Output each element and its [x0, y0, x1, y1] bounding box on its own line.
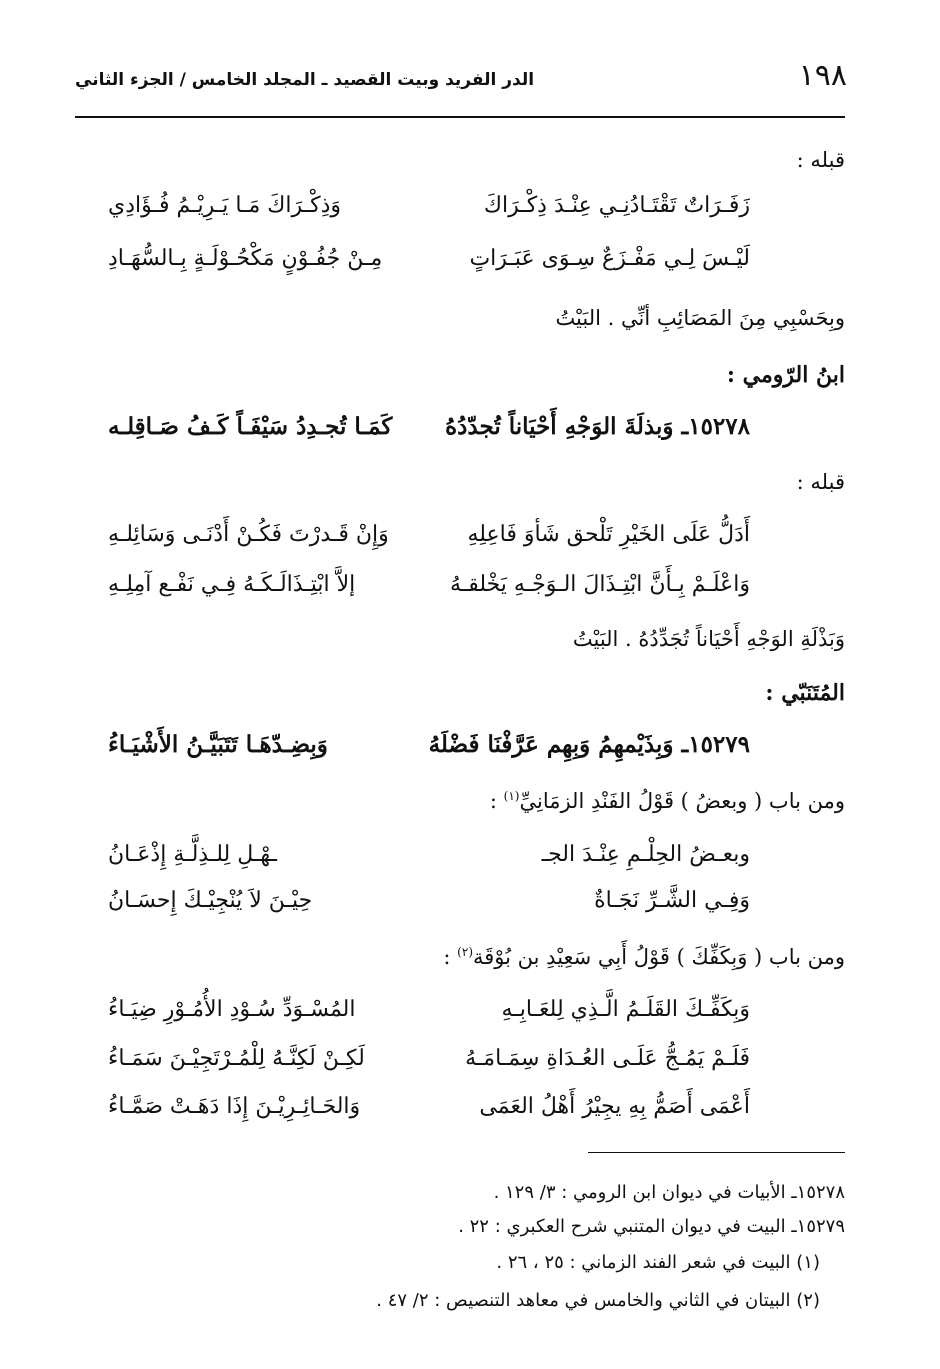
- verse-second-hemistich: وَذِكْـرَاكَ مَـا يَـرِيْـمُ فُـؤَادِي: [108, 193, 342, 218]
- verse-first-hemistich: وَبِكَفِّـكَ القَلَـمُ الَّـذِي لِلعَـابِـهِ: [501, 997, 750, 1022]
- page-number: ١٩٨: [798, 58, 847, 93]
- verse-first-hemistich: لَيْـسَ لِـي مَفْـزَعٌ سِـوَى عَبَـرَاتٍ: [469, 246, 750, 271]
- verse-line: [0, 246, 845, 286]
- verse-first-hemistich: أَعْمَى أَصَمُّ بِهِ يجِيْرُ أَهْلُ العَمَى: [479, 1094, 750, 1119]
- section-label: قبله :: [796, 148, 845, 172]
- verse-second-hemistich: ـهْـلِ لِلـذِلَّـةِ إِذْعَـانُ: [108, 842, 277, 867]
- colon: :: [443, 945, 458, 969]
- chapter-intro-text: ومن باب ( وَبِكَفِّكَ ) قَوْلُ أَبِي سَعِيْدِ بن بُوْقَة: [473, 945, 845, 969]
- chapter-intro: [443, 945, 845, 969]
- verse-first-hemistich: وَاعْلَـمْ بِـأَنَّ ابْتِـذَالَ الـوَجْـهِ يَخْلقـهُ: [449, 572, 750, 597]
- verse-first-hemistich: أَدَلُّ عَلَى الخَيْرِ تَلْحق شَأوَ فَاعِلِهِ: [467, 522, 750, 547]
- verse-first-hemistich: ١٥٢٧٩ـ وَبِذَيْمهِمُ وَبِهِم عَرَّفْنَا فَضْلَهُ: [428, 731, 750, 758]
- footnote-divider: [588, 1152, 845, 1153]
- main-verse: [0, 731, 845, 771]
- poet-name: المُتَنَبّي :: [765, 680, 845, 706]
- chapter-intro: [490, 789, 845, 813]
- verse-line: [0, 193, 845, 233]
- footnote: ١٥٢٧٩ـ البيت في ديوان المتنبي شرح العكبري : ٢٢ .: [458, 1216, 845, 1237]
- verse-second-hemistich: حِيْـنَ لاَ يُنْجِيْـكَ إِحسَـانُ: [108, 888, 313, 913]
- header-divider: [75, 116, 845, 118]
- verse-second-hemistich: مِـنْ جُفُـوْنٍ مَكْحُـوْلَـةٍ بِـالسُّهَـادِ: [108, 246, 383, 271]
- footnote: (٢) البيتان في الثاني والخامس في معاهد التنصيص : ٢/ ٤٧ .: [376, 1290, 820, 1311]
- verse-second-hemistich: وَإِنْ قَـدرْتَ فَكُـنْ أَدْنَـى وَسَائِلـهِ: [108, 522, 389, 547]
- verse-second-hemistich: كَمَـا تُجـدِدُ سَيْفَـاً كَـفُ صَـاقِلـه: [108, 413, 393, 440]
- verse-line: [0, 1046, 845, 1086]
- verse-second-hemistich: لَكِـنْ لَكِنَّـهُ لِلْمُـرْتَجِيْـنَ سَمَـاءُ: [108, 1046, 365, 1071]
- running-header: الدر الفريد وبيت القصيد ـ المجلد الخامس / الجزء الثاني: [75, 70, 535, 90]
- poet-name: ابنُ الرّومي :: [726, 362, 845, 388]
- verse-first-hemistich: زَفَـرَاتٌ تَقْتَـادُنِـي عِنْـدَ ذِكْـرَاكَ: [483, 193, 750, 218]
- main-verse: [0, 413, 845, 453]
- footnote: (١) البيت في شعر الفند الزماني : ٢٥ ، ٢٦ .: [496, 1252, 820, 1273]
- verse-first-hemistich: وَفِـي الشَّـرِّ نَجَـاةٌ: [594, 888, 750, 913]
- verse-second-hemistich: وَالحَـائِـرِيْـنَ إِذَا دَهَـتْ صَمَّـاءُ: [108, 1094, 361, 1119]
- verse-line: [0, 888, 845, 928]
- footnote: ١٥٢٧٨ـ الأبيات في ديوان ابن الرومي : ٣/ ١٢٩ .: [493, 1182, 845, 1203]
- section-label: قبله :: [796, 470, 845, 494]
- verse-line: [0, 1094, 845, 1134]
- verse-line: [0, 572, 845, 612]
- verse-line: [0, 997, 845, 1037]
- footnote-marker: (١): [503, 789, 520, 803]
- verse-second-hemistich: إلاَّ ابْتِـذَالَـكَـهُ فِـي نَفْـع آمِلِـهِ: [108, 572, 356, 597]
- verse-line: [0, 522, 845, 562]
- colon: :: [489, 789, 504, 813]
- chapter-intro-text: ومن باب ( وبعضُ ) قَوْلُ الفَنْدِ الزمَانِيِّ: [519, 789, 845, 813]
- verse-first-hemistich: وبعـضُ الحِلْـمِ عِنْـدَ الجـ: [541, 842, 750, 867]
- verse-first-hemistich: ١٥٢٧٨ـ وَبذلَةَ الوَجْهِ أَحْيَاناً تُجدّدُهُ: [445, 413, 750, 440]
- verse-second-hemistich: وَبِضِـدّهَـا تَتَبَيَّـنُ الأَشْيَـاءُ: [108, 731, 328, 758]
- verse-reference: وبِحَسْبِي مِنَ المَصَائِبِ أنِّي . البَيْتُ: [555, 306, 845, 330]
- footnote-marker: (٢): [457, 945, 473, 959]
- verse-reference: وَبَذْلَةِ الوَجْهِ أَحْيَاناً تُجَدِّدُهُ . البَيْتُ: [572, 627, 845, 651]
- verse-line: [0, 842, 845, 882]
- verse-first-hemistich: فَلَـمْ يَمُـجُّ عَلَـى العُـدَاةِ سِمَـامَـهُ: [465, 1046, 750, 1071]
- verse-second-hemistich: المُسْـوَدِّ سُـوْدِ الأُمُـوْرِ ضِيَـاءُ: [108, 997, 356, 1022]
